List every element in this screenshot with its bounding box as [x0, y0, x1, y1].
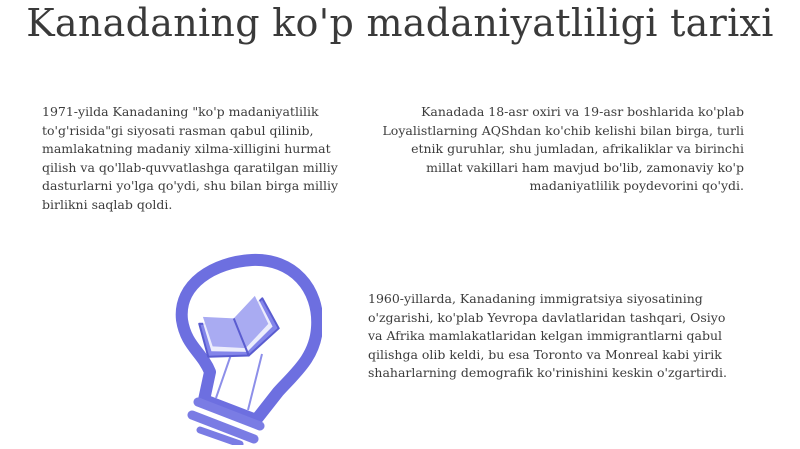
paragraph-loyalists: Kanadada 18-asr oxiri va 19-asr boshlarida ko'plab Loyalistlarning AQShdan ko'chib kelishi bilan birga, turli etnik guruhlar, shu jumladan, afrikaliklar va birinchi millat vakillari ham mavjud bo'lib, zamonaviy ko'p madaniyatlilik poydevorini qo'ydi. — [382, 104, 744, 194]
page-title: Kanadaning ko'p madaniyatliligi tarixi — [26, 1, 774, 45]
lightbulb-book-icon — [152, 250, 322, 445]
paragraph-1960s-immigration: 1960-yillarda, Kanadaning immigratsiya siyosatining o'zgarishi, ko'plab Yevropa davlatlaridan tashqari, Osiyo va Afrika mamlakatlaridan kelgan immigrantlarni qabul qilishga olib keldi, bu esa Toronto va Monreal kabi yirik shaharlarning demografik ko'rinishini keskin o'zgartirdi. — [368, 291, 727, 381]
paragraph-1971-policy: 1971-yilda Kanadaning "ko'p madaniyatlilik to'g'risida"gi siyosati rasman qabul qilinib, mamlakatning madaniy xilma-xilligini hurmat qilish va qo'llab-quvvatlashga qaratilgan milliy dasturlarni yo'lga qo'ydi, shu bilan birga milliy birlikni saqlab qoldi. — [42, 104, 339, 212]
